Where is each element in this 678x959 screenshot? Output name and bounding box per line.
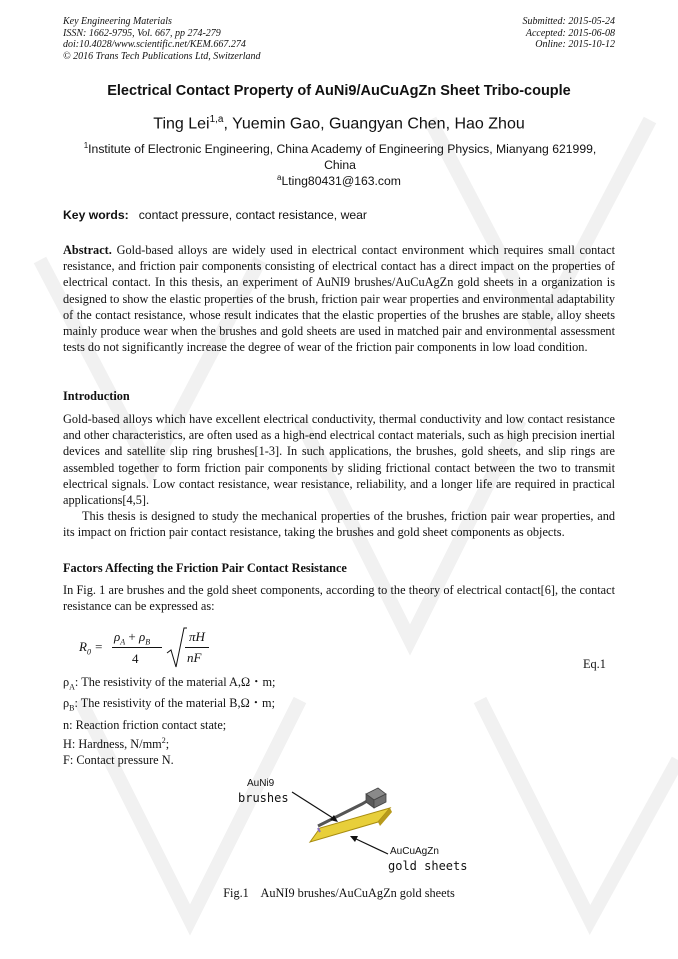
eq-denominator: 4 [132, 651, 139, 666]
sqrt-sign-icon [165, 627, 187, 669]
eq-lhs: $R_0$ = [79, 639, 103, 657]
keywords-text: contact pressure, contact resistance, wear [138, 208, 367, 222]
online-date: Online: 2015-10-12 [535, 39, 615, 50]
introduction-body [63, 411, 615, 541]
author-email [0, 173, 678, 188]
eq-numerator: $\rho_A + \rho_B$ [114, 629, 151, 647]
submitted-date: Submitted: 2015-05-24 [522, 16, 615, 27]
keywords-label: Key words: [63, 208, 129, 222]
affiliation [70, 138, 610, 173]
introduction-heading: Introduction [63, 389, 130, 403]
definition-h: H: Hardness, $N/mm^2$; [63, 735, 170, 751]
author-list [0, 114, 678, 133]
definition-f: F: Contact pressure N. [63, 753, 174, 767]
figure-label-aunio: AuNi9 [247, 778, 275, 789]
definition-rho-b: $\rho_B$: The resistivity of the material B,Ω・m; [63, 696, 275, 713]
brush-arrow [292, 792, 336, 820]
figure-label-brushes: brushes [238, 791, 289, 805]
author-rest: , Yuemin Gao, Guangyan Chen, Hao Zhou [223, 115, 525, 133]
eq-sqrt-numerator: πH [189, 629, 205, 644]
paper-title: Electrical Contact Property of AuNi9/AuCuAgZn Sheet Tribo-couple [107, 83, 571, 99]
abstract [63, 242, 615, 355]
figure-label-aucuagzn: AuCuAgZn [390, 846, 439, 857]
equation-1 [79, 627, 279, 671]
author-sup: 1,a [209, 114, 224, 125]
symbol-definitions [63, 674, 275, 768]
sheet-arrow [354, 838, 388, 854]
journal-header [63, 16, 261, 62]
definition-rho-a: $\rho_A$: The resistivity of the material A,Ω・m; [63, 675, 276, 692]
eq-fraction-bar [112, 647, 162, 648]
copyright-line: © 2016 Trans Tech Publications Ltd, Switzerland [63, 50, 261, 62]
eq-sqrt-bar [185, 647, 209, 648]
eq-sqrt-denominator: nF [187, 650, 202, 665]
affiliation-sup: 1 [83, 141, 89, 150]
author-first: Ting Lei [153, 115, 210, 133]
introduction-paragraph-1: Gold-based alloys which have excellent electrical conductivity, thermal conductivity and low contact resistance and other characteristics, are often used as a high-end electrical contact materials, such as high precision inertial devices and satellite slip ring brushes[1-3]. In such applications, the brushes, gold sheets, and slip rings are assembled together to form friction pair components by sliding frictional contact between the two to transmit electrical signals. Low contact resistance, wear resistance, reliability, and a longer life are required in practical applications[4,5]. [63, 412, 615, 508]
factors-paragraph: In Fig. 1 are brushes and the gold sheet components, according to the theory of electrical contact[6], the contact resistance can be expressed as: [63, 583, 615, 614]
equation-label: Eq.1 [583, 657, 606, 671]
definition-n: n: Reaction friction contact state; [63, 717, 227, 732]
introduction-paragraph-2: This thesis is designed to study the mechanical properties of the brushes, friction pair wear properties, and its impact on friction pair contact resistance, taking the brushes and gold sheet components as objects. [63, 509, 615, 540]
keywords [63, 208, 367, 222]
doi-line: doi:10.4028/www.scientific.net/KEM.667.274 [63, 39, 246, 50]
figure-caption: Fig.1 AuNI9 brushes/AuCuAgZn gold sheets [223, 886, 455, 900]
email-sup: a [277, 173, 282, 182]
journal-name: Key Engineering Materials [63, 16, 172, 27]
dates-header [523, 16, 616, 51]
figure-label-gold-sheets: gold sheets [388, 859, 468, 873]
abstract-label: Abstract. [63, 243, 112, 257]
issn-line: ISSN: 1662-9795, Vol. 667, pp 274-279 [63, 27, 221, 39]
abstract-text: Gold-based alloys are widely used in electrical contact environment which requires small contact resistance, and friction pair components consisting of electrical contact has a direct impact on the properties of electrical contact. In this thesis, an experiment of AuNI9 brushes/AuCuAgZn gold sheets in a organization is designed to show the elastic properties of the brush, friction pair wear properties and environmental adaptability of the contact resistance, whose result indicates that the elastic properties of the brushes are stable, alloy sheets mainly produce wear when the brushes and gold sheets are used in matched pair and environmental assessment tests do not significantly increase the degree of wear of the friction pair components in low load condition. [63, 243, 616, 355]
email-text: Lting80431@163.com [281, 174, 401, 189]
accepted-date: Accepted: 2015-06-08 [525, 27, 615, 39]
affiliation-text: Institute of Electronic Engineering, China Academy of Engineering Physics, Mianyang 621999, China [88, 142, 597, 173]
factors-heading: Factors Affecting the Friction Pair Contact Resistance [63, 561, 347, 575]
